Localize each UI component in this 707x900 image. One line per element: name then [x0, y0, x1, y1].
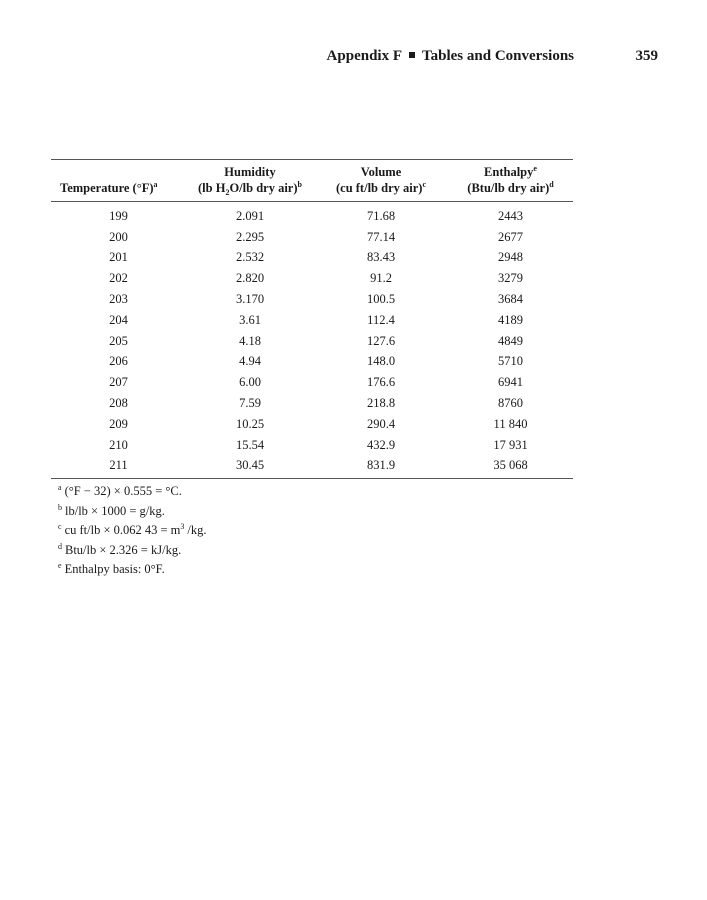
- table-cell: 91.2: [370, 271, 392, 286]
- table-cell: 831.9: [314, 456, 448, 479]
- table-row: [51, 310, 573, 331]
- table-row: [51, 248, 573, 269]
- table-cell: 17 931: [493, 437, 528, 452]
- table-row: [51, 331, 573, 352]
- table-row: [51, 202, 573, 227]
- header-row-2: [51, 180, 573, 202]
- footnote-e: $^e$ Enthalpy basis: 0°F.: [58, 561, 165, 576]
- table-cell: 211: [51, 456, 186, 479]
- table-cell: 290.4: [366, 416, 396, 431]
- table-cell: 30.45: [186, 456, 314, 479]
- table-cell: 200: [109, 229, 128, 244]
- table-cell: 2948: [498, 250, 523, 265]
- table-cell: 432.9: [366, 437, 396, 452]
- table-cell: 4.18: [239, 333, 261, 348]
- table-cell: 2443: [498, 208, 523, 223]
- table-cell: 203: [109, 292, 128, 307]
- table-cell: 4849: [498, 333, 523, 348]
- table-cell: 2.295: [235, 229, 265, 244]
- table-cell: 11 840: [493, 416, 528, 431]
- footnote-a: $^a$ (°F − 32) × 0.555 = °C.: [58, 483, 182, 498]
- table-cell: 77.14: [366, 229, 396, 244]
- col-header-enthalpy-units: (Btu/lb dry air)$^d$: [448, 180, 573, 202]
- table-cell: 148.0: [366, 354, 396, 369]
- page-number: 359: [635, 48, 658, 64]
- table-cell: 3.170: [235, 292, 265, 307]
- table-cell: 4.94: [239, 354, 261, 369]
- table-cell: 5710: [498, 354, 523, 369]
- table-row: [51, 227, 573, 248]
- footnote-c: $^c$ cu ft/lb × 0.062 $43 = m^3$ /kg.: [58, 522, 207, 537]
- table-cell: 2.532: [235, 250, 265, 265]
- header-row-1: [51, 160, 573, 181]
- table-cell: 127.6: [366, 333, 396, 348]
- square-bullet-icon: [409, 52, 415, 58]
- table-cell: 100.5: [366, 292, 396, 307]
- table-cell: 205: [109, 333, 128, 348]
- col-header-temperature-line1: [51, 160, 186, 181]
- table-row: [51, 393, 573, 414]
- table-cell: 3684: [498, 292, 523, 307]
- table-cell: 3279: [498, 271, 523, 286]
- running-header: [0, 48, 707, 68]
- col-header-enthalpy-line1: Enthalpy$^e$: [448, 160, 573, 181]
- table-cell: 201: [109, 250, 128, 265]
- table-cell: 207: [109, 375, 128, 390]
- table-cell: 176.6: [366, 375, 396, 390]
- table-cell: 218.8: [366, 396, 396, 411]
- col-header-temperature: Temperature $(^\circ F)^a$: [51, 180, 186, 202]
- table-cell: 8760: [498, 396, 523, 411]
- col-header-humidity-units: (lb $H_2O/lb$ dry air)$^b$: [186, 180, 314, 202]
- table-cell: 2.091: [235, 208, 265, 223]
- table-cell: 35 068: [448, 456, 573, 479]
- table-cell: 204: [109, 312, 128, 327]
- table-cell: 210: [109, 437, 128, 452]
- section-label: Tables and Conversions: [422, 48, 574, 64]
- appendix-label: Appendix F: [326, 48, 402, 64]
- table-row: [51, 289, 573, 310]
- table-cell: 208: [109, 396, 128, 411]
- footnote-d: $^d$ Btu/lb × 2.326 = kJ/kg.: [58, 541, 182, 557]
- table-row: [51, 268, 573, 289]
- table-cell: 209: [109, 416, 128, 431]
- psychrometric-table: [51, 159, 573, 479]
- table-cell: 2677: [498, 229, 523, 244]
- table-cell: 7.59: [239, 396, 261, 411]
- table-row: [51, 352, 573, 373]
- table-row: [51, 414, 573, 435]
- table-row: [51, 372, 573, 393]
- table-cell: 199: [109, 208, 128, 223]
- table-body: [51, 202, 573, 479]
- table-cell: 4189: [498, 312, 523, 327]
- table-cell: 202: [109, 271, 128, 286]
- running-title: [327, 48, 574, 65]
- col-header-volume-line1: Volume: [314, 160, 448, 181]
- table-cell: 2.820: [235, 271, 265, 286]
- table-cell: 6.00: [239, 375, 261, 390]
- data-table: [51, 159, 573, 479]
- table-cell: 206: [109, 354, 128, 369]
- table-cell: 15.54: [235, 437, 265, 452]
- col-header-volume-units: (cu ft/lb dry air)$^c$: [314, 180, 448, 202]
- footnotes: [58, 482, 207, 580]
- table-row: [51, 435, 573, 456]
- table-cell: 83.43: [366, 250, 396, 265]
- table-cell: 10.25: [235, 416, 265, 431]
- col-header-humidity-line1: Humidity: [186, 160, 314, 181]
- table-cell: 112.4: [367, 312, 395, 327]
- table-cell: 71.68: [366, 208, 396, 223]
- footnote-b: $^b$ lb/lb × 1000 = g/kg.: [58, 502, 165, 518]
- table-cell: 3.61: [239, 312, 261, 327]
- table-row: [51, 456, 573, 479]
- table-cell: 6941: [498, 375, 523, 390]
